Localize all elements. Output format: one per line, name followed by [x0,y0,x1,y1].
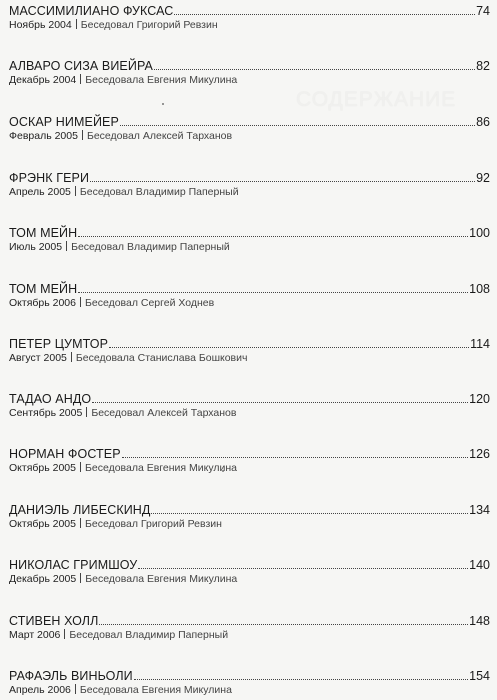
entry-details [9,352,490,364]
entry-date: Апрель 2005 [9,186,71,198]
entry-title: АЛВАРО СИЗА ВИЕЙРА [9,59,153,73]
separator-bar [86,407,87,417]
entry-details [9,407,490,419]
print-speck [162,103,164,105]
separator-bar [80,462,81,472]
dot-leader [134,679,468,680]
entry-page-number: 92 [476,171,490,185]
entry-date: Июль 2005 [9,241,63,253]
entry-date: Август 2005 [9,352,67,364]
entry-title: ТАДАО АНДО [9,392,92,406]
entry-details [9,684,490,696]
toc-entry[interactable] [9,392,490,419]
entry-date: Сентябрь 2005 [9,407,83,419]
entry-details [9,186,490,198]
entry-title: ДАНИЭЛЬ ЛИБЕСКИНД [9,503,151,517]
entry-title: ТОМ МЕЙН [9,226,78,240]
entry-interviewer: Беседовал Владимир Паперный [79,186,239,198]
entry-date: Апрель 2006 [9,684,71,696]
entry-title: ПЕТЕР ЦУМТОР [9,337,109,351]
entry-details [9,297,490,309]
entry-details [9,518,490,530]
entry-title: ОСКАР НИМЕЙЕР [9,115,119,129]
separator-bar [80,518,81,528]
entry-date: Октябрь 2005 [9,462,76,474]
dot-leader [92,402,468,403]
toc-entry[interactable] [9,226,490,253]
entry-page-number: 134 [469,503,490,517]
separator-bar [82,130,83,140]
separator-bar [80,74,81,84]
entry-interviewer: Беседовал Григорий Ревзин [84,518,222,530]
toc-entry[interactable] [9,4,490,31]
entry-title: НОРМАН ФОСТЕР [9,447,121,461]
entry-details [9,241,490,253]
entry-page-number: 108 [469,282,490,296]
dot-leader [90,181,475,182]
entry-date: Февраль 2005 [9,130,78,142]
dot-leader [120,125,475,126]
entry-date: Октябрь 2005 [9,518,76,530]
entry-page-number: 154 [469,669,490,683]
entry-title: НИКОЛАС ГРИМШОУ [9,558,138,572]
separator-bar [75,684,76,694]
toc-entry[interactable] [9,59,490,86]
entry-title: ТОМ МЕЙН [9,282,78,296]
separator-bar [66,241,67,251]
dot-leader [138,568,468,569]
dot-leader [109,347,469,348]
entry-interviewer: Беседовал Владимир Паперный [71,241,230,253]
entry-page-number: 86 [476,115,490,129]
entry-details [9,130,490,142]
entry-date: Март 2006 [9,629,61,641]
entry-interviewer: Беседовала Евгения Микулина [85,573,238,585]
entry-interviewer: Беседовал Алексей Тарханов [91,407,237,419]
toc-entry[interactable] [9,614,490,641]
toc-entry[interactable] [9,503,490,530]
toc-entry[interactable] [9,282,490,309]
separator-bar [75,186,76,196]
entry-page-number: 148 [469,614,490,628]
entry-interviewer: Беседовал Сергей Ходнев [84,297,215,309]
entry-title: ФРЭНК ГЕРИ [9,171,90,185]
entry-interviewer: Беседовала Евгения Микулина [84,462,237,474]
toc-entry[interactable] [9,447,490,474]
entry-date: Декабрь 2005 [9,573,77,585]
dot-leader [151,513,468,514]
entry-interviewer: Беседовал Владимир Паперный [69,629,229,641]
separator-bar [71,352,72,362]
entry-page-number: 114 [470,337,490,351]
toc-entry[interactable] [9,337,490,364]
entry-page-number: 74 [476,4,490,18]
dot-leader [78,236,468,237]
toc-entry[interactable] [9,558,490,585]
entry-date: Декабрь 2004 [9,74,77,86]
entry-details [9,462,490,474]
dot-leader [78,292,468,293]
separator-bar [64,629,65,639]
entry-page-number: 120 [469,392,490,406]
entry-title: МАССИМИЛИАНО ФУКСАС [9,4,174,18]
entry-details [9,19,490,31]
entry-details [9,573,490,585]
dot-leader [154,69,475,70]
dot-leader [99,624,468,625]
entry-page-number: 82 [476,59,490,73]
dot-leader [122,457,468,458]
toc-entry[interactable] [9,115,490,142]
entry-details [9,629,490,641]
entry-interviewer: Беседовал Григорий Ревзин [80,19,218,31]
entry-title: СТИВЕН ХОЛЛ [9,614,99,628]
entry-date: Ноябрь 2004 [9,19,72,31]
entry-page-number: 140 [469,558,490,572]
entry-details [9,74,490,86]
dot-leader [174,14,475,15]
entry-interviewer: Беседовала Евгения Микулина [85,74,238,86]
entry-page-number: 100 [469,226,490,240]
entry-interviewer: Беседовала Станислава Бошкович [75,352,248,364]
toc-entry[interactable] [9,669,490,696]
entry-title: РАФАЭЛЬ ВИНЬОЛИ [9,669,133,683]
separator-bar [76,19,77,29]
entry-interviewer: Беседовала Евгения Микулина [79,684,232,696]
entry-interviewer: Беседовал Алексей Тарханов [86,130,233,142]
entry-date: Октябрь 2006 [9,297,76,309]
toc-entry[interactable] [9,171,490,198]
entry-page-number: 126 [469,447,490,461]
separator-bar [80,573,81,583]
separator-bar [80,297,81,307]
faded-heading: СОДЕРЖАНИЕ [296,88,457,111]
